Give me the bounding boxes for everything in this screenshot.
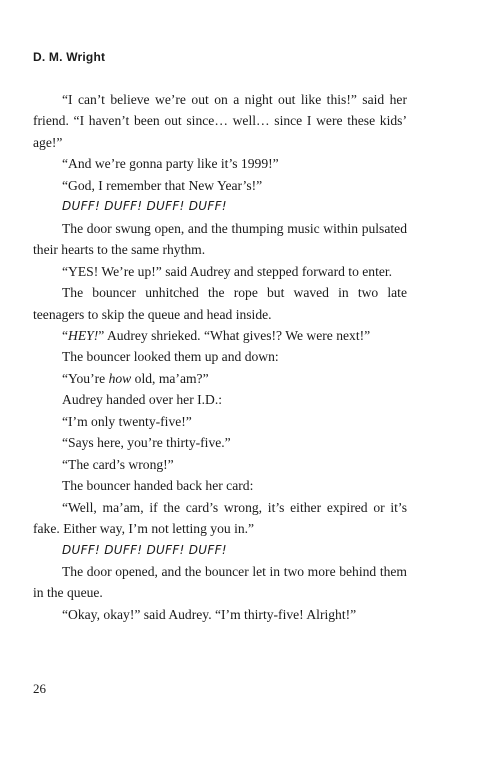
paragraph: “Says here, you’re thirty-five.” xyxy=(62,435,231,451)
italic-text: HEY! xyxy=(68,327,99,343)
paragraph: “God, I remember that New Year’s!” xyxy=(62,177,263,193)
paragraph: “Okay, okay!” said Audrey. “I’m thirty-five! Alright!” xyxy=(62,606,357,622)
running-header-author: D. M. Wright xyxy=(33,50,106,64)
paragraph xyxy=(33,368,407,389)
italic-text: how xyxy=(108,370,132,386)
paragraph: “And we’re gonna party like it’s 1999!” xyxy=(62,156,279,172)
sound-effect-line: DUFF! DUFF! DUFF! DUFF! xyxy=(62,199,227,214)
paragraph: “I can’t believe we’re out on a night out like this!” said her friend. “I haven’t been out since… well… since I were these kids’ age!” xyxy=(33,92,407,150)
paragraph: The bouncer unhitched the rope but waved in two late teenagers to skip the queue and head inside. xyxy=(33,285,407,322)
page-number: 26 xyxy=(33,681,46,696)
paragraph: “Well, ma’am, if the card’s wrong, it’s either expired or it’s fake. Either way, I’m not letting you in.” xyxy=(33,499,407,537)
text-run: ” Audrey shrieked. “What gives!? We were next!” xyxy=(98,327,371,343)
body-text xyxy=(33,89,407,625)
paragraph: The door swung open, and the thumping music within pulsated their hearts to the same rhythm. xyxy=(33,220,407,258)
sound-effect-line: DUFF! DUFF! DUFF! DUFF! xyxy=(62,542,227,557)
paragraph: “The card’s wrong!” xyxy=(62,456,174,472)
paragraph: Audrey handed over her I.D.: xyxy=(62,392,223,408)
paragraph: “YES! We’re up!” said Audrey and stepped forward to enter. xyxy=(62,263,393,279)
paragraph: The bouncer handed back her card: xyxy=(62,478,254,494)
paragraph: “I’m only twenty-five!” xyxy=(62,413,192,429)
text-run: “You’re xyxy=(62,370,109,386)
paragraph: The bouncer looked them up and down: xyxy=(62,349,279,365)
text-run: “ xyxy=(62,327,69,343)
paragraph xyxy=(33,325,407,346)
paragraph: The door opened, and the bouncer let in two more behind them in the queue. xyxy=(33,563,407,601)
text-run: old, ma’am?” xyxy=(131,370,209,386)
